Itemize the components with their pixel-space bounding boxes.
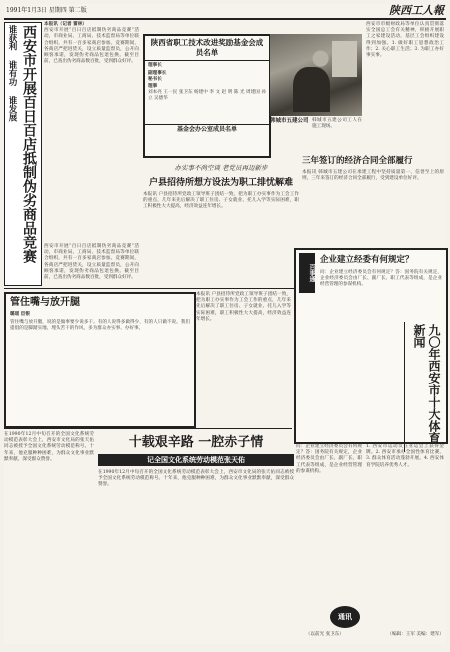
right-top-text: 西安市市级财政局等单位认真贯彻落实全国总工会有关精神，积极开展职工之家建设活动，基层工会组织建设得到加强。1. 做好职工思想政治工作；2. 关心职工生活；3. 为职工办好事实事。 [366, 22, 444, 59]
worker-photo [270, 34, 362, 116]
jobs-kicker: 办实事不尚空谈 老党员再迈新步 [174, 164, 268, 172]
enterprise-qa-header: 百事通 [299, 253, 315, 293]
column-title: 管住嘴与放开腿 [10, 297, 80, 308]
lead-story-body [44, 22, 139, 242]
enterprise-qa-headline: 企业建立经委有何规定？ [320, 255, 414, 265]
tongxun-logo: 通讯 [330, 606, 360, 628]
culture-subheadline: 记全国文化系统劳动模范张天佑 [98, 454, 294, 466]
lead-headline: 西安市开展百日百店抵制伪劣商品竞赛 [21, 25, 37, 263]
sports-news-text: 1. 西安市运动员在亚运会上获得金牌。2. 西安市承办全国性体育比赛。3. 群众体育活动蓬勃开展。4. 西安体育学院培养优秀人才。 [366, 444, 444, 468]
sports-news-headline-box [404, 322, 445, 452]
contract-text: 本报讯 韩城市五建公司在承建工程中坚持质量第一、信誉至上的原则，三年来签订的经济合同全部履行，受到建设单位好评。 [302, 170, 444, 182]
sports-news-headline: 九〇年西安市十大体育新闻 [412, 324, 441, 444]
foundation-role-2: 副理事长 [148, 71, 167, 77]
foundation-role-4: 理事 [148, 83, 158, 89]
foundation-office-title: 基金会办公室成员名单 [145, 124, 269, 134]
footer-credit-right: （编辑：王军 美编：建军） [387, 632, 444, 637]
enterprise-text-continued: 问：企业建立经济委员会有何规定？答：国务院有关规定，企业经济委员会由厂长、副厂长、职工代表等组成，是企业经营管理的参谋机构。 [296, 444, 362, 474]
photo-caption-title: 韩城市五建公司 [270, 118, 309, 124]
section-rule-1 [4, 288, 294, 289]
jobs-text: 本报讯 户县招待所党政工领导班子团结一致，把为职工办实事作为工会工作的重点，几年来先后解决了职工住房、子女就业、托儿入学等实际困难，职工积极性大大提高，经济效益连年增长。 [143, 192, 299, 210]
lead-headline-box [4, 22, 42, 286]
column-piece-box [4, 292, 196, 428]
foundation-title: 陕西省职工技术改进奖励基金会成员名单 [145, 36, 269, 61]
masthead-paper-name: 陕西工人報 [389, 4, 444, 17]
masthead-date: 1991年1月3日 星期四 第二版 [6, 7, 87, 14]
culture-headline: 十载艰辛路 一腔赤子情 [128, 435, 264, 450]
masthead-rule [4, 18, 446, 20]
footer-credit-left: （以前光 张卫东） [305, 632, 344, 637]
lead-byline: 本报讯（记者 雷林） [44, 22, 87, 27]
enterprise-qa-text: 问：企业建立经济委员会有何规定？答：国务院有关规定，企业经济委员会由厂长、副厂长、职工代表等组成，是企业经营管理的参谋机构。 [320, 270, 442, 288]
jobs-headline: 户县招待所想方设法为职工排忧解难 [148, 178, 293, 188]
lead-kicker: 谁获利 谁有功 谁发展 [7, 25, 17, 122]
column-byline: 璐瑶 臣银 [10, 312, 30, 317]
jobs-text-continued: 本报讯 户县招待所党政工领导班子团结一致，把为职工办实事作为工会工作的重点，几年来先后解决了职工住房、子女就业、托儿入学等实际困难，职工积极性大大提高，经济效益连年增长。 [196, 292, 291, 322]
foundation-names: 刘本亮 王一民 张卫东 杨建中 李 文 赵 明 陈 光 周建国 孙 立 吴德华 [148, 89, 266, 102]
section-rule-2 [4, 428, 292, 429]
foundation-list-box [143, 34, 271, 158]
lead-text: 西安市开展“百日百店抵制伪劣商品竞赛”活动，市商业局、工商局、技术监督局等单位联合组织，共有一百多家商店参加。竞赛期间，各商店严把进货关，设立质量监督员，公开向顾客承诺，发现伪劣商品包退包换。截至目前，已查出伪劣商品数百批，受到群众好评。 [44, 28, 139, 65]
culture-text: 在1990年12月中旬召开的全国文化系统劳动模范表彰大会上，西安市文化局的张天佑同志被授予全国文化系统劳动模范称号。十年来，他克服种种困难，为群众文化事业默默奉献，深受群众赞誉。 [98, 470, 294, 488]
foundation-role-1: 理事长 [148, 63, 162, 68]
photo-caption-text: 韩城市五建公司工人在施工现场。 [312, 118, 362, 130]
column-text: 管住嘴与放开腿，说的是做事要少说多干。有的人说得多做得少，有的人只做不说。我们提倡的是脚踏实地、埋头苦干的作风，多为群众办实事、办好事。 [10, 320, 190, 332]
foundation-role-3: 秘书长 [148, 77, 162, 83]
contract-headline: 三年签订的经济合同全部履行 [302, 156, 413, 166]
newspaper-page [4, 4, 446, 644]
culture-text-left: 在1990年12月中旬召开的全国文化系统劳动模范表彰大会上，西安市文化局的张天佑同志被授予全国文化系统劳动模范称号。十年来，他克服种种困难，为群众文化事业默默奉献，深受群众赞誉。 [4, 432, 94, 462]
lead-text-continued: 西安市开展“百日百店抵制伪劣商品竞赛”活动，市商业局、工商局、技术监督局等单位联合组织，共有一百多家商店参加。竞赛期间，各商店严把进货关，设立质量监督员，公开向顾客承诺，发现伪劣商品包退包换。截至目前，已查出伪劣商品数百批，受到群众好评。 [44, 244, 139, 281]
